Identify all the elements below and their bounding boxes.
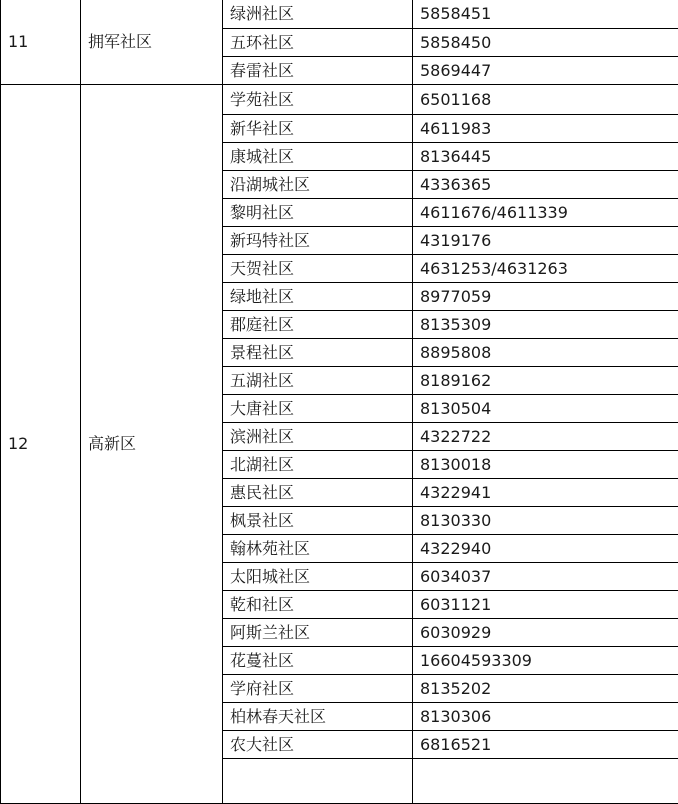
community-phone-cell: 8130306 (413, 703, 678, 731)
community-name-cell: 春雷社区 (223, 57, 413, 85)
community-phone-cell: 6034037 (413, 563, 678, 591)
community-name-cell: 学苑社区 (223, 85, 413, 115)
community-phone-cell: 4319176 (413, 227, 678, 255)
table-row (1, 85, 678, 115)
community-name-cell: 五环社区 (223, 29, 413, 57)
community-phone-cell: 8130330 (413, 507, 678, 535)
community-phone-cell: 5858451 (413, 0, 678, 29)
community-name-cell: 农大社区 (223, 731, 413, 759)
community-phone-cell: 16604593309 (413, 647, 678, 675)
district-name-cell: 拥军社区 (81, 0, 223, 85)
community-name-cell: 新华社区 (223, 115, 413, 143)
community-name-cell: 学府社区 (223, 675, 413, 703)
community-name-cell: 郡庭社区 (223, 311, 413, 339)
community-phone-cell: 4611983 (413, 115, 678, 143)
community-name-cell: 绿地社区 (223, 283, 413, 311)
group-number-cell: 12 (1, 85, 81, 804)
community-phone-cell (413, 759, 678, 804)
community-name-cell: 惠民社区 (223, 479, 413, 507)
community-phone-cell: 4611676/4611339 (413, 199, 678, 227)
community-phone-cell: 4322940 (413, 535, 678, 563)
community-name-cell: 阿斯兰社区 (223, 619, 413, 647)
community-phone-cell: 8135309 (413, 311, 678, 339)
community-name-cell: 枫景社区 (223, 507, 413, 535)
community-phone-cell: 8130504 (413, 395, 678, 423)
community-phone-cell: 8895808 (413, 339, 678, 367)
community-name-cell: 柏林春天社区 (223, 703, 413, 731)
community-name-cell (223, 759, 413, 804)
community-name-cell: 太阳城社区 (223, 563, 413, 591)
community-name-cell: 景程社区 (223, 339, 413, 367)
community-name-cell: 花蔓社区 (223, 647, 413, 675)
community-phone-cell: 8189162 (413, 367, 678, 395)
community-phone-cell: 6501168 (413, 85, 678, 115)
community-phone-cell: 8136445 (413, 143, 678, 171)
group-number-cell: 11 (1, 0, 81, 85)
community-name-cell: 五湖社区 (223, 367, 413, 395)
community-phone-cell: 8130018 (413, 451, 678, 479)
community-name-cell: 翰林苑社区 (223, 535, 413, 563)
table-row (1, 0, 678, 29)
community-phone-cell: 4336365 (413, 171, 678, 199)
community-phone-cell: 5869447 (413, 57, 678, 85)
directory-body (1, 0, 678, 804)
community-phone-cell: 4322941 (413, 479, 678, 507)
community-name-cell: 乾和社区 (223, 591, 413, 619)
community-phone-cell: 6030929 (413, 619, 678, 647)
community-name-cell: 大唐社区 (223, 395, 413, 423)
community-name-cell: 康城社区 (223, 143, 413, 171)
community-phone-cell: 4322722 (413, 423, 678, 451)
community-name-cell: 绿洲社区 (223, 0, 413, 29)
community-name-cell: 沿湖城社区 (223, 171, 413, 199)
community-name-cell: 北湖社区 (223, 451, 413, 479)
community-phone-cell: 8135202 (413, 675, 678, 703)
community-phone-cell: 6816521 (413, 731, 678, 759)
community-phone-cell: 6031121 (413, 591, 678, 619)
community-phone-cell: 4631253/4631263 (413, 255, 678, 283)
community-phone-cell: 8977059 (413, 283, 678, 311)
community-phone-cell: 5858450 (413, 29, 678, 57)
community-name-cell: 天贺社区 (223, 255, 413, 283)
community-name-cell: 新玛特社区 (223, 227, 413, 255)
district-name-cell: 高新区 (81, 85, 223, 804)
community-name-cell: 黎明社区 (223, 199, 413, 227)
community-name-cell: 滨洲社区 (223, 423, 413, 451)
